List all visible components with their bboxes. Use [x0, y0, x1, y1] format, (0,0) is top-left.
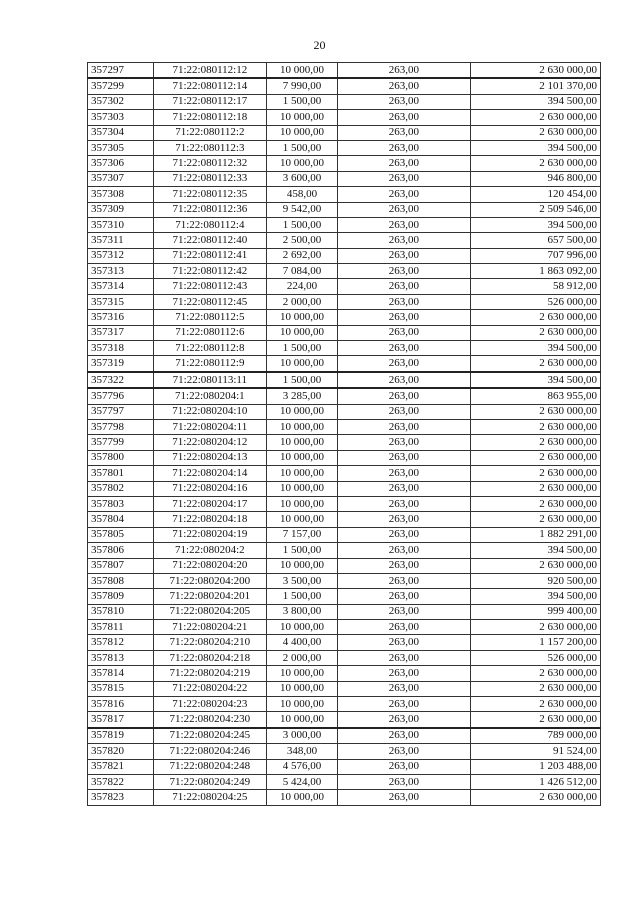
cadastral-number-cell: 71:22:080113:11 [153, 372, 267, 388]
cadastral-number-cell: 71:22:080112:18 [153, 110, 267, 125]
rate-cell: 263,00 [337, 140, 470, 155]
rate-cell: 263,00 [337, 728, 470, 744]
rate-cell: 263,00 [337, 341, 470, 356]
rate-cell: 263,00 [337, 310, 470, 325]
cadastral-number-cell: 71:22:080112:41 [153, 248, 267, 263]
area-cell: 2 500,00 [267, 233, 338, 248]
rate-cell: 263,00 [337, 712, 470, 728]
table-row [88, 372, 601, 388]
cadastral-number-cell: 71:22:080204:249 [153, 774, 267, 789]
cadastral-number-cell: 71:22:080112:4 [153, 217, 267, 232]
table-row [88, 279, 601, 294]
area-cell: 10 000,00 [267, 620, 338, 635]
table-row [88, 264, 601, 279]
cadastral-number-cell: 71:22:080204:11 [153, 419, 267, 434]
cadastral-number-cell: 71:22:080204:210 [153, 635, 267, 650]
area-cell: 4 400,00 [267, 635, 338, 650]
rate-cell: 263,00 [337, 466, 470, 481]
area-cell: 3 600,00 [267, 171, 338, 186]
rate-cell: 263,00 [337, 512, 470, 527]
area-cell: 3 800,00 [267, 604, 338, 619]
row-id-cell: 357318 [88, 341, 154, 356]
cadastral-number-cell: 71:22:080204:13 [153, 450, 267, 465]
rate-cell: 263,00 [337, 681, 470, 696]
table-row [88, 512, 601, 527]
table-row [88, 527, 601, 542]
row-id-cell: 357799 [88, 435, 154, 450]
value-cell: 1 863 092,00 [470, 264, 600, 279]
table-row [88, 635, 601, 650]
value-cell: 946 800,00 [470, 171, 600, 186]
cadastral-number-cell: 71:22:080112:35 [153, 187, 267, 202]
table-row [88, 435, 601, 450]
table-row [88, 620, 601, 635]
cadastral-number-cell: 71:22:080204:1 [153, 388, 267, 404]
rate-cell: 263,00 [337, 294, 470, 309]
area-cell: 5 424,00 [267, 774, 338, 789]
row-id-cell: 357308 [88, 187, 154, 202]
rate-cell: 263,00 [337, 450, 470, 465]
value-cell: 1 882 291,00 [470, 527, 600, 542]
rate-cell: 263,00 [337, 790, 470, 805]
rate-cell: 263,00 [337, 558, 470, 573]
row-id-cell: 357302 [88, 94, 154, 109]
value-cell: 2 630 000,00 [470, 310, 600, 325]
area-cell: 10 000,00 [267, 558, 338, 573]
cadastral-number-cell: 71:22:080204:10 [153, 404, 267, 419]
rate-cell: 263,00 [337, 248, 470, 263]
area-cell: 458,00 [267, 187, 338, 202]
value-cell: 2 630 000,00 [470, 325, 600, 340]
value-cell: 1 426 512,00 [470, 774, 600, 789]
rate-cell: 263,00 [337, 264, 470, 279]
row-id-cell: 357819 [88, 728, 154, 744]
value-cell: 920 500,00 [470, 573, 600, 588]
table-row [88, 248, 601, 263]
table-row [88, 110, 601, 125]
rate-cell: 263,00 [337, 233, 470, 248]
value-cell: 91 524,00 [470, 744, 600, 759]
row-id-cell: 357820 [88, 744, 154, 759]
area-cell: 3 000,00 [267, 728, 338, 744]
value-cell: 2 630 000,00 [470, 666, 600, 681]
rate-cell: 263,00 [337, 171, 470, 186]
table-row [88, 604, 601, 619]
table-row [88, 125, 601, 140]
area-cell: 1 500,00 [267, 543, 338, 558]
cadastral-number-cell: 71:22:080112:32 [153, 156, 267, 171]
row-id-cell: 357808 [88, 573, 154, 588]
cadastral-number-cell: 71:22:080204:248 [153, 759, 267, 774]
rate-cell: 263,00 [337, 202, 470, 217]
area-cell: 10 000,00 [267, 681, 338, 696]
value-cell: 2 509 546,00 [470, 202, 600, 217]
area-cell: 10 000,00 [267, 697, 338, 712]
row-id-cell: 357322 [88, 372, 154, 388]
area-cell: 7 084,00 [267, 264, 338, 279]
cadastral-number-cell: 71:22:080204:17 [153, 496, 267, 511]
value-cell: 394 500,00 [470, 341, 600, 356]
area-cell: 10 000,00 [267, 356, 338, 372]
row-id-cell: 357309 [88, 202, 154, 217]
table-row [88, 728, 601, 744]
cadastral-number-cell: 71:22:080204:12 [153, 435, 267, 450]
table-row [88, 466, 601, 481]
table-row [88, 140, 601, 155]
area-cell: 10 000,00 [267, 450, 338, 465]
row-id-cell: 357316 [88, 310, 154, 325]
value-cell: 58 912,00 [470, 279, 600, 294]
cadastral-number-cell: 71:22:080204:205 [153, 604, 267, 619]
rate-cell: 263,00 [337, 635, 470, 650]
value-cell: 657 500,00 [470, 233, 600, 248]
area-cell: 9 542,00 [267, 202, 338, 217]
rate-cell: 263,00 [337, 419, 470, 434]
row-id-cell: 357796 [88, 388, 154, 404]
rate-cell: 263,00 [337, 404, 470, 419]
rate-cell: 263,00 [337, 589, 470, 604]
area-cell: 1 500,00 [267, 140, 338, 155]
row-id-cell: 357816 [88, 697, 154, 712]
value-cell: 2 630 000,00 [470, 681, 600, 696]
rate-cell: 263,00 [337, 372, 470, 388]
value-cell: 2 630 000,00 [470, 496, 600, 511]
row-id-cell: 357313 [88, 264, 154, 279]
registry-table-body [88, 63, 601, 806]
rate-cell: 263,00 [337, 187, 470, 202]
area-cell: 1 500,00 [267, 217, 338, 232]
cadastral-number-cell: 71:22:080112:40 [153, 233, 267, 248]
cadastral-number-cell: 71:22:080204:230 [153, 712, 267, 728]
table-row [88, 63, 601, 79]
cadastral-number-cell: 71:22:080112:9 [153, 356, 267, 372]
cadastral-number-cell: 71:22:080204:219 [153, 666, 267, 681]
rate-cell: 263,00 [337, 481, 470, 496]
row-id-cell: 357805 [88, 527, 154, 542]
table-row [88, 310, 601, 325]
value-cell: 120 454,00 [470, 187, 600, 202]
rate-cell: 263,00 [337, 496, 470, 511]
rate-cell: 263,00 [337, 63, 470, 79]
row-id-cell: 357310 [88, 217, 154, 232]
value-cell: 526 000,00 [470, 294, 600, 309]
row-id-cell: 357303 [88, 110, 154, 125]
row-id-cell: 357802 [88, 481, 154, 496]
table-row [88, 419, 601, 434]
table-row [88, 404, 601, 419]
value-cell: 394 500,00 [470, 372, 600, 388]
area-cell: 224,00 [267, 279, 338, 294]
area-cell: 3 285,00 [267, 388, 338, 404]
cadastral-number-cell: 71:22:080204:22 [153, 681, 267, 696]
area-cell: 10 000,00 [267, 496, 338, 511]
area-cell: 2 692,00 [267, 248, 338, 263]
table-row [88, 744, 601, 759]
table-row [88, 496, 601, 511]
cadastral-number-cell: 71:22:080204:201 [153, 589, 267, 604]
rate-cell: 263,00 [337, 527, 470, 542]
cadastral-number-cell: 71:22:080204:245 [153, 728, 267, 744]
cadastral-number-cell: 71:22:080204:19 [153, 527, 267, 542]
value-cell: 2 630 000,00 [470, 558, 600, 573]
registry-table [87, 62, 601, 806]
value-cell: 394 500,00 [470, 543, 600, 558]
rate-cell: 263,00 [337, 604, 470, 619]
value-cell: 2 630 000,00 [470, 404, 600, 419]
value-cell: 789 000,00 [470, 728, 600, 744]
cadastral-number-cell: 71:22:080112:17 [153, 94, 267, 109]
value-cell: 2 630 000,00 [470, 450, 600, 465]
table-row [88, 573, 601, 588]
row-id-cell: 357807 [88, 558, 154, 573]
table-row [88, 202, 601, 217]
area-cell: 1 500,00 [267, 341, 338, 356]
row-id-cell: 357813 [88, 650, 154, 665]
row-id-cell: 357801 [88, 466, 154, 481]
row-id-cell: 357814 [88, 666, 154, 681]
row-id-cell: 357314 [88, 279, 154, 294]
value-cell: 2 630 000,00 [470, 466, 600, 481]
area-cell: 10 000,00 [267, 310, 338, 325]
table-row [88, 481, 601, 496]
cadastral-number-cell: 71:22:080112:8 [153, 341, 267, 356]
area-cell: 10 000,00 [267, 404, 338, 419]
rate-cell: 263,00 [337, 620, 470, 635]
cadastral-number-cell: 71:22:080112:12 [153, 63, 267, 79]
value-cell: 394 500,00 [470, 94, 600, 109]
cadastral-number-cell: 71:22:080204:200 [153, 573, 267, 588]
row-id-cell: 357821 [88, 759, 154, 774]
area-cell: 10 000,00 [267, 110, 338, 125]
table-row [88, 759, 601, 774]
table-row [88, 712, 601, 728]
area-cell: 348,00 [267, 744, 338, 759]
row-id-cell: 357311 [88, 233, 154, 248]
cadastral-number-cell: 71:22:080204:14 [153, 466, 267, 481]
table-row [88, 94, 601, 109]
value-cell: 2 101 370,00 [470, 78, 600, 94]
value-cell: 2 630 000,00 [470, 63, 600, 79]
area-cell: 2 000,00 [267, 294, 338, 309]
table-row [88, 666, 601, 681]
cadastral-number-cell: 71:22:080204:23 [153, 697, 267, 712]
cadastral-number-cell: 71:22:080112:43 [153, 279, 267, 294]
area-cell: 7 157,00 [267, 527, 338, 542]
table-row [88, 681, 601, 696]
area-cell: 2 000,00 [267, 650, 338, 665]
cadastral-number-cell: 71:22:080112:36 [153, 202, 267, 217]
row-id-cell: 357800 [88, 450, 154, 465]
value-cell: 999 400,00 [470, 604, 600, 619]
area-cell: 10 000,00 [267, 481, 338, 496]
row-id-cell: 357804 [88, 512, 154, 527]
row-id-cell: 357809 [88, 589, 154, 604]
row-id-cell: 357810 [88, 604, 154, 619]
row-id-cell: 357315 [88, 294, 154, 309]
value-cell: 394 500,00 [470, 217, 600, 232]
area-cell: 3 500,00 [267, 573, 338, 588]
area-cell: 10 000,00 [267, 125, 338, 140]
rate-cell: 263,00 [337, 573, 470, 588]
area-cell: 10 000,00 [267, 512, 338, 527]
area-cell: 10 000,00 [267, 435, 338, 450]
table-row [88, 171, 601, 186]
rate-cell: 263,00 [337, 650, 470, 665]
value-cell: 2 630 000,00 [470, 110, 600, 125]
value-cell: 863 955,00 [470, 388, 600, 404]
value-cell: 2 630 000,00 [470, 512, 600, 527]
cadastral-number-cell: 71:22:080204:18 [153, 512, 267, 527]
row-id-cell: 357312 [88, 248, 154, 263]
table-row [88, 388, 601, 404]
rate-cell: 263,00 [337, 759, 470, 774]
row-id-cell: 357812 [88, 635, 154, 650]
table-row [88, 78, 601, 94]
value-cell: 394 500,00 [470, 140, 600, 155]
value-cell: 2 630 000,00 [470, 620, 600, 635]
table-row [88, 790, 601, 805]
cadastral-number-cell: 71:22:080112:5 [153, 310, 267, 325]
rate-cell: 263,00 [337, 156, 470, 171]
value-cell: 2 630 000,00 [470, 712, 600, 728]
value-cell: 2 630 000,00 [470, 481, 600, 496]
row-id-cell: 357304 [88, 125, 154, 140]
rate-cell: 263,00 [337, 774, 470, 789]
value-cell: 526 000,00 [470, 650, 600, 665]
value-cell: 2 630 000,00 [470, 125, 600, 140]
value-cell: 1 203 488,00 [470, 759, 600, 774]
cadastral-number-cell: 71:22:080204:246 [153, 744, 267, 759]
page-number: 20 [313, 38, 326, 52]
row-id-cell: 357305 [88, 140, 154, 155]
area-cell: 1 500,00 [267, 372, 338, 388]
row-id-cell: 357306 [88, 156, 154, 171]
row-id-cell: 357822 [88, 774, 154, 789]
row-id-cell: 357798 [88, 419, 154, 434]
cadastral-number-cell: 71:22:080112:6 [153, 325, 267, 340]
row-id-cell: 357815 [88, 681, 154, 696]
cadastral-number-cell: 71:22:080204:25 [153, 790, 267, 805]
table-row [88, 356, 601, 372]
value-cell: 707 996,00 [470, 248, 600, 263]
area-cell: 10 000,00 [267, 666, 338, 681]
rate-cell: 263,00 [337, 110, 470, 125]
rate-cell: 263,00 [337, 94, 470, 109]
value-cell: 1 157 200,00 [470, 635, 600, 650]
rate-cell: 263,00 [337, 744, 470, 759]
value-cell: 2 630 000,00 [470, 697, 600, 712]
row-id-cell: 357297 [88, 63, 154, 79]
rate-cell: 263,00 [337, 543, 470, 558]
rate-cell: 263,00 [337, 356, 470, 372]
value-cell: 2 630 000,00 [470, 156, 600, 171]
rate-cell: 263,00 [337, 78, 470, 94]
area-cell: 10 000,00 [267, 156, 338, 171]
rate-cell: 263,00 [337, 125, 470, 140]
cadastral-number-cell: 71:22:080112:2 [153, 125, 267, 140]
area-cell: 10 000,00 [267, 712, 338, 728]
table-row [88, 650, 601, 665]
row-id-cell: 357811 [88, 620, 154, 635]
rate-cell: 263,00 [337, 435, 470, 450]
row-id-cell: 357806 [88, 543, 154, 558]
area-cell: 10 000,00 [267, 63, 338, 79]
row-id-cell: 357797 [88, 404, 154, 419]
table-row [88, 589, 601, 604]
rate-cell: 263,00 [337, 279, 470, 294]
value-cell: 2 630 000,00 [470, 356, 600, 372]
value-cell: 2 630 000,00 [470, 790, 600, 805]
row-id-cell: 357803 [88, 496, 154, 511]
area-cell: 1 500,00 [267, 589, 338, 604]
table-row [88, 233, 601, 248]
value-cell: 394 500,00 [470, 589, 600, 604]
table-row [88, 187, 601, 202]
rate-cell: 263,00 [337, 697, 470, 712]
table-row [88, 156, 601, 171]
cadastral-number-cell: 71:22:080204:21 [153, 620, 267, 635]
table-row [88, 450, 601, 465]
area-cell: 1 500,00 [267, 94, 338, 109]
cadastral-number-cell: 71:22:080204:218 [153, 650, 267, 665]
area-cell: 10 000,00 [267, 419, 338, 434]
table-row [88, 217, 601, 232]
cadastral-number-cell: 71:22:080204:20 [153, 558, 267, 573]
area-cell: 7 990,00 [267, 78, 338, 94]
table-row [88, 294, 601, 309]
table-row [88, 558, 601, 573]
cadastral-number-cell: 71:22:080112:14 [153, 78, 267, 94]
cadastral-number-cell: 71:22:080112:42 [153, 264, 267, 279]
value-cell: 2 630 000,00 [470, 419, 600, 434]
row-id-cell: 357817 [88, 712, 154, 728]
cadastral-number-cell: 71:22:080112:3 [153, 140, 267, 155]
row-id-cell: 357823 [88, 790, 154, 805]
row-id-cell: 357307 [88, 171, 154, 186]
rate-cell: 263,00 [337, 325, 470, 340]
rate-cell: 263,00 [337, 388, 470, 404]
table-row [88, 697, 601, 712]
rate-cell: 263,00 [337, 666, 470, 681]
area-cell: 4 576,00 [267, 759, 338, 774]
row-id-cell: 357319 [88, 356, 154, 372]
rate-cell: 263,00 [337, 217, 470, 232]
table-row [88, 325, 601, 340]
table-row [88, 543, 601, 558]
area-cell: 10 000,00 [267, 790, 338, 805]
value-cell: 2 630 000,00 [470, 435, 600, 450]
row-id-cell: 357299 [88, 78, 154, 94]
cadastral-number-cell: 71:22:080112:45 [153, 294, 267, 309]
row-id-cell: 357317 [88, 325, 154, 340]
table-row [88, 774, 601, 789]
cadastral-number-cell: 71:22:080112:33 [153, 171, 267, 186]
table-row [88, 341, 601, 356]
cadastral-number-cell: 71:22:080204:16 [153, 481, 267, 496]
cadastral-number-cell: 71:22:080204:2 [153, 543, 267, 558]
area-cell: 10 000,00 [267, 466, 338, 481]
area-cell: 10 000,00 [267, 325, 338, 340]
